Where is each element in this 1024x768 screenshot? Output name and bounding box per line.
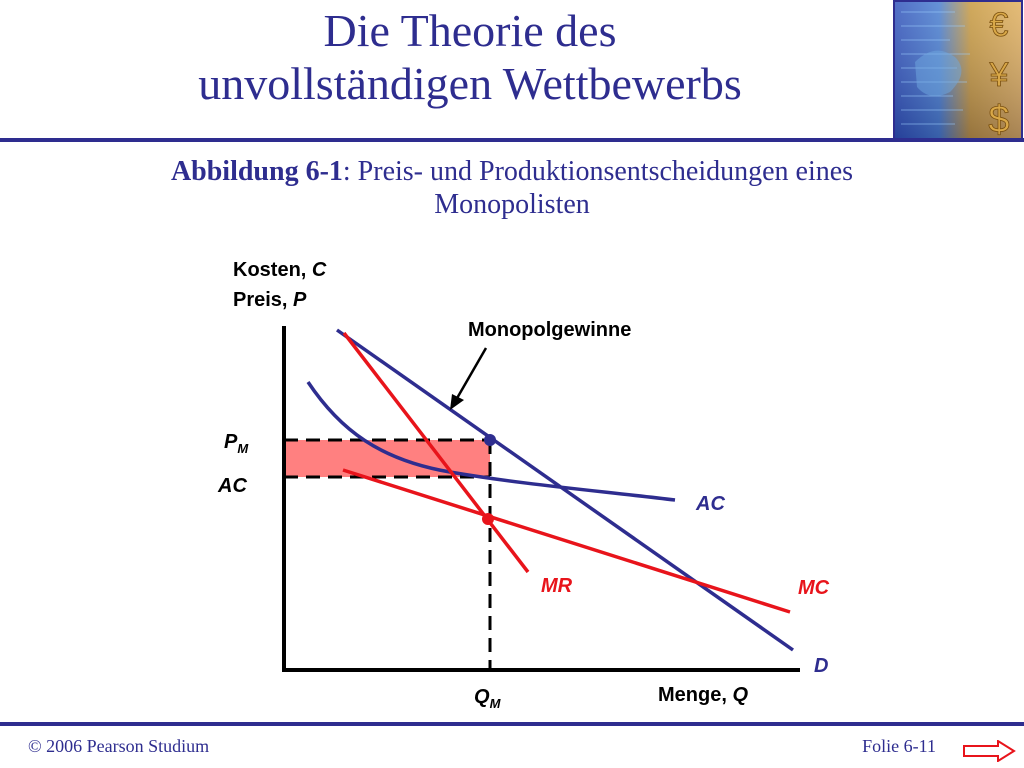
figure-number: Abbildung 6-1 [170,156,343,187]
mc-curve-label: MC [798,577,830,599]
footer-divider [0,722,1024,726]
slide-number: Folie 6-11 [862,736,936,756]
title-line-1: Die Theorie des [323,5,617,56]
y-axis-label-cost: Kosten, C [233,259,327,281]
mr-curve-label: MR [541,575,573,597]
x-axis-label: Menge, Q [658,684,749,706]
demand-curve-label: D [814,655,829,677]
annotation-arrow [456,348,486,400]
figure-caption-line-2: Monopolisten [434,189,590,220]
mr-mc-intersection-point [482,513,494,525]
euro-symbol: € [989,6,1009,44]
ac-axis-label: AC [218,475,247,497]
figure-caption-text: : Preis- und Produktionsentscheidungen eines [342,156,854,187]
copyright-notice: © 2006 Pearson Studium [28,736,210,756]
qm-axis-label: $Q_M$ [474,686,501,711]
dollar-symbol: $ [988,99,1010,138]
next-slide-button[interactable] [962,740,1016,767]
ac-curve-label: AC [696,493,725,515]
profit-area [284,440,490,477]
pm-axis-label: $P_M$ [224,431,249,456]
arrow-right-icon [962,740,1016,762]
yen-symbol: ¥ [989,56,1009,94]
y-axis-label-price: Preis, P [233,289,307,311]
profit-annotation-label: Monopolgewinne [468,319,632,341]
monopoly-price-point [484,434,496,446]
title-line-2: unvollständigen Wettbewerbs [198,58,742,109]
